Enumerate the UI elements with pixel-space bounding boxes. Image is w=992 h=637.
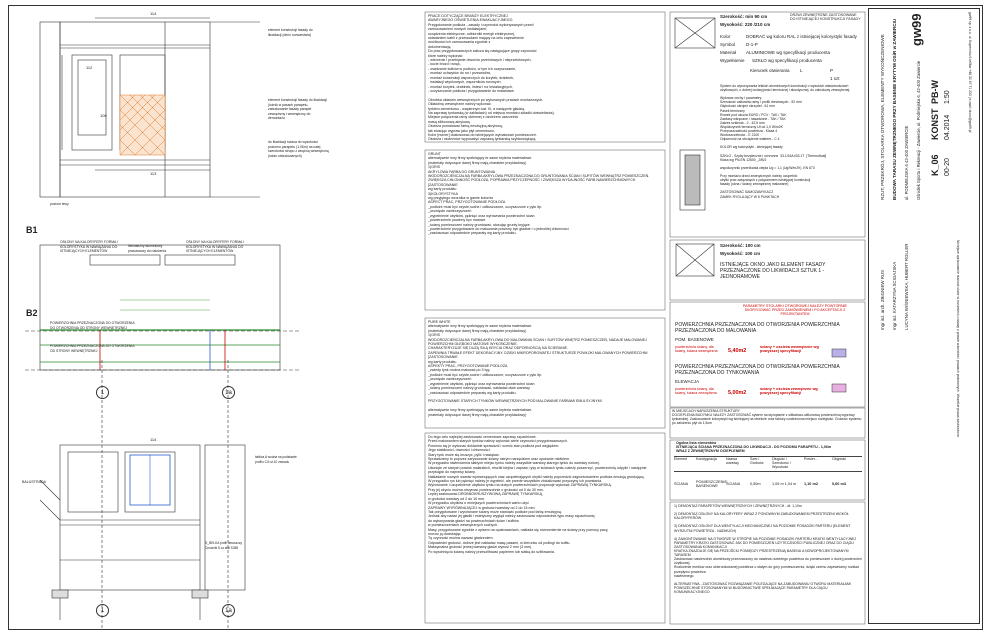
dim-106: 106 xyxy=(100,113,107,118)
annotation-aluminium: Niezależny aluminiowy prasowaczy do nałożenia xyxy=(128,244,167,253)
spec-color-value: DOBRAĆ wg koloru RAL z istniejącej kolorystyki fasady xyxy=(746,34,857,39)
date-value: 04.2014 xyxy=(944,114,951,140)
exterior-walls-spec: ściany + ościeża zewnętrzne wg powyższej specyfikacji xyxy=(760,387,818,396)
table-header-row xyxy=(674,456,862,472)
spec-direction-p: P xyxy=(830,68,834,73)
table-cell-volume: 0,60 m3 xyxy=(832,481,846,486)
annotation-radiator-right: OSŁONY NA KALORYFERY FORMA I KOLORYSTYKA W NAWIĄZANIU DO ISTNIEJĄCYCH ELEMENTÓW xyxy=(186,240,244,254)
drawing-number: K_06 xyxy=(930,154,940,176)
table-cell-element: ŚCIANA xyxy=(674,481,689,486)
table-cell-layer: ŚCIANA xyxy=(726,481,741,486)
spec-color-label: Kolor xyxy=(720,34,731,39)
axis-marker-1: 1 xyxy=(96,386,109,399)
annotation-demolition: do likwidacji ściana do wysokości poziomu parapetu (1,06m) na całej szerokości stropu z wnękną wewnętrzną (ścian zabudowanych) xyxy=(268,140,329,158)
table-row xyxy=(674,472,862,496)
spec-direction-label: Kierunek otwierania xyxy=(750,68,790,73)
table-head-volume: Objętość xyxy=(832,457,847,461)
annotation-radiator-left: OSŁONY NA KALORYFERY FORMA I KOLORYSTYKA W NAWIĄZANIU DO ISTNIEJĄCYCH ELEMENTÓW xyxy=(60,240,118,254)
spec-symbol-value: D-1-P xyxy=(746,42,758,47)
checker: mgr inż. KATARZYNA ŚCIGAJSKA xyxy=(892,261,897,330)
spec-fill-value: SZKŁO wg specyfikacji producenta xyxy=(752,58,822,63)
annotation-opening-2: POWIERZCHNIA PRZEZNACZONA DO OTWORZENIA OD STRONY WEWNĘTRZNEJ xyxy=(50,344,135,353)
company-strip: gw99 sp. z o.o. ul. Kopernika 6 tel/fax +48 32 67 71 233 | e-mail: biuro@gw99.pl xyxy=(968,12,972,133)
table-cell-area: 1,10 m2 xyxy=(804,481,818,486)
door-height: Wysokość: 220 /210 cm xyxy=(720,22,771,27)
spec-quantity: 1 szt xyxy=(830,76,840,81)
door-width: Szerokość: min 90 cm xyxy=(720,14,768,19)
annotation-board: tablica A wodna na podstawie profilu C/4 st.10 zawodu xyxy=(255,455,297,464)
window-status: ISTNIEJĄCE OKNO JAKO ELEMENT FASADY PRZEZNACZONE DO LIKWIDACJI SZTUK 1 -JEDNORAMOWE xyxy=(720,262,826,280)
opening-plaster-header: POWIERZCHNIA PRZEZNACZONA DO OTWORZENIA POWIERZCHNIA PRZEZNACZONA DO TYNKOWANIA xyxy=(675,364,840,376)
swatch-plaster xyxy=(832,384,846,392)
section-label-b2: B2 xyxy=(26,308,38,318)
table-head-element: Element xyxy=(674,457,688,461)
axis-marker-1a-bottom: 1a xyxy=(222,604,235,617)
table-head-level: Kondygnacja xyxy=(696,457,717,461)
project-name: BUDOWA TARASU ZEWNĘTRZNEGO PRZY BASENIE KRYTYM OSiR w ZAWIERCIU xyxy=(892,18,897,200)
opening-paint-header: POWIERZCHNIA PRZEZNACZONA DO OTWORZENIA POWIERZCHNIA PRZEZNACZONA DO MALOWANIA xyxy=(675,322,840,334)
notes-old-plaster: Do tego celu najlepiej zastosować cementowe zaprawy szpachlowe. Przed malowaniem starych tynków należy wykonać wiele czynności przygotowawczych. Powinno się je wykonać dokładnie sprawdzić i ocenić stan podłoża pod względem: Jego stabilności, równości i chłonności. Stary tynk może się kruszyć, pylić i nasiąkać. Sprawdzamy to poprzez zarysowanie ściany ostrym narzędziem oraz opukanie młotkiem. W przypadku stwierdzenia słabych miejsc tynku należy wszystkie warstwy starego tynku do warstwy nośnej. Usunięte ze starych powłok malarskich, resztki klejów i zapraw, rysy w ścianach tynku należy poszerzyć, powierzchnię odpylić i następnie przystąpić do naprawy ściany. Nakładanie nowych warstw wyrównujących oraz uzupełniających ubytki należy poprzedzić zagruntowaniem podłoża emulsją gruntującą. W przypadku rys lub pęknięć należy je wypełnić, ale przede wszystkim zlokalizować przyczynę ich powstania. Wyrównanie i uzupełnienie ubytków tynku na dużych powierzchniach proponuje wykonać ZAPRAWĄ TYNKARSKĄ. Przy jej użyciu można otrzymać powierzchnie o grubości od 0 do 30 mm. Lepiej zastosować DROBNOKRUSZYWOWĄ ZAPRAWĘ TYNKARSKĄ, w grubości warstwy od 2 do 10 mm. W przypadku ubytków o mniejszych powierzchniach warto użyć ZAPRAWY WYRÓWNUJĄCEJ w grubości warstwy od 2 do 15 mm. Tak przygotowane i wyrównane ściany może stanowić podłoże pod farbę emulsyjną. Jednak aby nadać jej gładki i estetyczny wygląd należy zastosować odpowiednie typu masy szpachlowej. do wykonywania gładzi na powierzchniach ścian i sufitów w pomieszczeniach wewnętrznych suchych. Masy, przygotowane zgodnie z opisem na opakowaniach, nakłada się równomiernie na ściany przy pomocy pacy, mocno ją dociskając. Tę czynność można nazwać gładzeniem. Odpowiedni grubość, dobrze jest nakładać masę pasami, w kierunku od podłogi do sufitu. Maksymalna grubość jednej warstwy gładzi wynosi 2 mm (3 mm). Po wyschnięciu ścianę należy przeszlifować papierem lub siatką do szlifowania. xyxy=(428,435,647,554)
window-height: Wysokość: 100 cm xyxy=(720,251,761,256)
door-description: DRZWI ZEWNĘTRZNE ZASTOSOWANE DO ISTNIEJĄCEJ KONSTRUKCJI FASADY xyxy=(790,13,861,21)
table-head-dimensions: Długość / Szerokość / Wysokość xyxy=(772,457,791,469)
project-address: ul. PODMIEJSKA 6 42-400 ZAWIERCIE xyxy=(904,125,909,200)
annotation-opening-1: POWIERZCHNIA PRZEZNACZONA DO OTWORZENIA DO OTWORZENIA OD STRONY WEWNĘTRZNEJ xyxy=(50,321,135,330)
element-list-title: Ogólna lista elementów ISTNIEJĄCA ŚCIANA PRZEZNACZONA DO LIKWIDACJI - DO POZIOMU PARAPETU - 1,06m WRAZ Z ZEWNĘTRZNYM OCIEPLENIEM xyxy=(676,441,832,454)
designer: mgr inż. arch. ZBIGNIEW RUS xyxy=(880,269,885,330)
interior-walls-spec: ściany + ościeża wewnętrzne wg powyższej specyfikacji xyxy=(760,345,819,354)
door-system-description: System do wykonywania lekkich aluminiowych konstrukcji o wysokich właściwościach użytkowych, o dobrej izolacyjności termicznej i akustycznej, do zabudowy zewnętrznej. Wybrane cechy i parametry: Szerokość całkowita ramy i profili drzwiowych - 52 mm Głębokość okrojeń skrzydeł - 61 mm Pasek termiczny Rowek pod okucia EURO / PCV : TAK / TAK Zawiasy wkręcane / nasadzone - TAK / TAK Zakres szklenia - 2 - 42,5 mm Współczynnik termiczny Uf od 1,0 W/m2K Przepuszczalność powietrza - Klasa 4 Wodoszczelność - E 2100 Odporność na obciążenie wiatrem - C 4 KOLOR wg kolorystyki - istniejącej fasady SZKŁO - Szyby bezpieczne i ochronne 33.1/16Ar/33.1T [Thermofloat] Klasa wg PN-EN 12600 _2/B/2 współczynnik przenikania ciepła Ug = 1,1 (Ug/W/m2K) EN 673 Przy montażu drzwi zewnętrznych należy uzupełnić ubytki prac związanych z połączeniem istniejącej konstrukcji fasady (okna / ściany zewnętrznej malowane) ZASTOSOWAĆ SAMOZAMYKACZ ZAMEK RYGLUJĄCY W 5 PUNKTACH xyxy=(720,84,851,199)
annotation-beam: D_BELKA profil dmuszczy Ceownik 5 cz stal S355 xyxy=(205,541,243,550)
dim-113: 113 xyxy=(150,171,157,176)
notes-electrical: PRACE DOTYCZĄCE BRANŻY ELEKTRYCZNEJ AWARYJNEGO OŚWIETLENIA EWAKUACYJNEGO Przygotowanie podłoża - zasady i czynności wykonywanych przed zamocowaniem nowych instalacjami; urządzenia elektryczne, odbiorniki energii elektrycznej, układaniem kabli z przewodami mający na celu zapewnienie możliwości ich zamocowania zgodnie z dokumentacją. Do prac przygotowawczych zalicza się następujące grupy czynności które należy wykonać: - wiercenie i przebijanie otworów przelotowych i nieprzelotowych, - kucie bruzd i wnęk, - osadzanie kołków w podłożu, w tym ich oczyszczanie, - montaż uchwytów do rur i przewodów, - montaż konstrukcji wsporczych do korytek, drabinek, instalacji wtynkowych, wsporników rurowych, - montaż korytek, drabinek, listew i rur instalacyjnych, - oczyszczanie podłoża i przygotowanie do malarstwa. Obróbka okładzin wewnętrznych po wykonanych pracach montażowych. Okładzinę wewnętrzne należy wykonać: fyrklem cementowo - wapiennym kat. III, a następnie gładzią. Na zaprawę tynkarską (w zakładach) od miejsca montażu składki doświetlania). Miejsce połączenia ramy okiennej z ościeżem uszczelnić masą silikonową akrylową. Ościeża pomalować farbą emulsyjną akrylową, tak stosując wypraw jako płyt cementowo. Kolor [numer] dostosować do istniejących wymalowań pomieszczeń. Ościeża i ościeżnice wyposażyć zaprawą tynkarską szybkowiążącą. xyxy=(428,14,555,142)
dim-112: 112 xyxy=(86,65,93,70)
annotation-facade: element konstrukcji fasady do likwidacji (lożnik w pasach parapetu, zabudowanie fasady parapet zewnętrzny i wewnętrzny do demontażu xyxy=(268,98,327,121)
scale-value: 1:50 xyxy=(944,90,951,104)
notes-pure-white: PURE WHITE alternatywnie inny firmy spełniający te same kryteria materiałowe. (materiały dotyczące danej firmy mają charakter przykładowy) 1)GRIS WODOROZCIEŃCZALNA FARBA AKRYLOWA DO MALOWANIA ŚCIAN I SUFITÓW WNĘTRZ POMIESZCZEŃ, NADAJE MALOWANEJ POWIERZCHNI GŁĘBOKO MATOWE WYKOŃCZENIE. CHARAKTERYZUJE SIĘ DUŻĄ SIŁĄ KRYCIA ORAZ ODPORNOŚCIĄ NA ŚCIERANIE. ZAPEWNIA TRWAŁE EFEKT DEKORACYJNY, DZIĘKI MIKROPOROWATEJ STRUKTURZE POWŁOKI MALOWANYCH POWIERZCHNI [ZASTOSOWANIE wg karty produktu ASPEKTY PRAC, PRZYGOTOWANIE PODŁOŻA _zwiedy tynk można malować po 3 tyg. _podłoże musi być czyste,suche i odtłuszczone, oczyszczone z pyłu itp. _usunięcie zanieczyszczeń _wypełnienie ubytków, pęknięć oraz wyrównania powierzchni ścian _ściany pomieszczeń należy gruntować, nakładać dwie warstwy _zastosować odpowiednie preparaty wg karty produktu. PRZYGOTOWANIE STARYCH TYNKÓW WEWNĘTRZNYCH POD MALOWANIE FARBAMI EMULSYJNYMI alternatywnie inny firmy spełniający te same kryteria materiałowe. (materiały dotyczące danej firmy mają charakter przykładowy) xyxy=(428,320,648,417)
company-logo: gw99 xyxy=(909,13,924,46)
table-head-thickness: Szer./ Grubość xyxy=(750,457,764,465)
table-cell-dimensions: 1,06 m 1,04 m xyxy=(772,481,797,486)
section-label-b1: B1 xyxy=(26,225,38,235)
drafter: LUCYNA WIŚNIEWSKA, HUBERT ROLLER xyxy=(904,243,909,330)
investor: Ośrodek Sportu i Rekreacji - Zawiercie, ul. Podmiejska 6, 42-400 Zawiercie xyxy=(916,60,921,200)
spec-symbol-label: Symbol xyxy=(720,42,736,47)
phase-value: PB-W xyxy=(930,80,940,104)
table-head-layer: Nazwa warstwy xyxy=(726,457,739,465)
demolition-hatch xyxy=(120,95,165,155)
spec-fill-label: Wypełnienie xyxy=(720,58,745,63)
exterior-area: 5,00m2 xyxy=(728,390,747,396)
branch-value: KONST xyxy=(930,108,940,140)
annotation-poziom: poziom lewy xyxy=(50,202,69,206)
annotation-structure: element konstrukcji fasady do likwidacji (deno rozwarstwia) xyxy=(268,28,313,37)
dim-114-section: 114 xyxy=(150,437,157,442)
element-table xyxy=(674,456,862,498)
spec-material-label: Materiał xyxy=(720,50,737,55)
sheet-number: 00-20 xyxy=(944,158,951,176)
table-cell-level: POMIESZCZENIE BASENOWE xyxy=(696,479,728,488)
notes-primer: GRUNT alternatywnie inny firmy spełniający te same kryteria materiałowe. (materiały dotyczące danej firmy mają charakter przykładowy) 1)GRIS AKRYLOWA FARBA DO GRUNTOWANIA WODOROZCIEŃCZALNA FARBA AKRYLOWA PRZEZNACZONA DO GRUNTOWANIA ŚCIAN I SUFITÓW WEWNĄTRZ POMIESZCZEŃ. ZWIĘKSZA CHŁONNOŚĆ PODŁOŻA, POPRAWIA PRZYCZEPNOŚĆ I ZWIĘKSZA WYDAJNOŚĆ FARB NAWIERZCHNIOWYCH [ZASTOSOWANIE wg karty produktu 3)KOLORYSTYKA wg przyjętego wzornika w gamie kolorów ASPECT PRAC, PRZYGOTOWANIE PODŁOŻA _podłoże musi być czyste,suche i odtłuszczone, oczyszczone z pyłu itp. _usunięcie zanieczyszczeń _wypełnienie ubytków, pęknięć oraz wyrównania powierzchni ścian _powierzchnie powinny być matowe _ściany pomieszczeń należy gruntować, stosując grunty kryjące. _powierzchnie przygotowane do malowania powinny być gładkie i o jednolitej chłonności _zastosować odpowiednie preparaty wg karty produktu. xyxy=(428,152,650,236)
window-width: Szerokość: 100 cm xyxy=(720,243,761,248)
elevation-label: ELEWACJA xyxy=(675,379,700,384)
insulation-repair-note: W MIEJSCACH NARUSZENIA STRUKTURY DOCIEPLENIA BUDYNKU NALEŻY ZASTOSOWAĆ system na styropianie z silikatowo-silikonową powierzchnią wyprawy tynkarskiej. Zastosowanie kolorystyki wg istniejącej na obiekcie oraz faktury uzależniona miejscu rozległość. Grubość systemu po zalożeniu płyt ok 1,5cm xyxy=(672,409,862,425)
exterior-wall-label: powierzchnia ściany, dla ściany, ściana zewnętrzna xyxy=(675,387,717,395)
table-head-area: Powier... xyxy=(804,457,818,461)
work-list: 1) DEMONTAŻ PARAPETÓW WEWNĘTRZNYCH I ZEWNĘTRZNYCH - dł. 1,10m 2) DEMONTAŻ OSŁONY NA KALORYFERY WRAZ Z PONOWNYM ZABUDOWANIEM PRZESTRZENI WOKÓŁ KALORYFERÓW 3) DEMONTAŻ OSŁONY DLA WENTYLACJI MECHANICZNEJ NA POZIOMIE POSADZKI PARTERU (ELEMENT WYRZUTNI POWIETRZA - NADMUCH) 4) ZAMONTOWANIE NA OTWORZE W STROPIE NA POZIOMIE POSADZKI PARTERU KRATKI WENTYLACYJNEJ PARAMETRY KRATKI ZASTOSOWAĆ JAK DO POMIESZCZEŃ UŻYTECZNOŚCI PUBLICZNEJ ORAZ DO CIĄGU ZASTOSOWANIA KOMUNIKACJI KRATKA ZNAJDUJE SIĘ NA PRZEJŚCIU POMIĘDZY PRZESTRZENIĄ BASENU A NOWOPROJEKTOWANYM TARASEM Zastosować nawierzchni aluminiowy przeznaczony do nawiewu świeżego powietrza do pomieszczeń o dużej powierzchni użytkowej. Rozłożenie mediów oraz ukierunkowanej powietrza o stałym do góry pomieszczenia, dzięki czemu zapewniamy rozkład przepływu powietrza nawiewnego. ALTERNATYWA - ZASTOSOWAĆ ROZWIĄZANIE POLEGAJĄCE NA ZABUDOWANIU OTWORU MATERIAŁAMI POWSZECHNIE STOSOWANYMI W BUDOWNICTWIE SPEŁNIAJĄCE PARAMETRY DLA CIĄGU KOMUNIKACYJNEGO xyxy=(674,504,862,594)
annotation-balustrade: BALUSTRADA xyxy=(22,480,46,484)
swatch-paint xyxy=(832,349,846,357)
red-warning: PARAMETRY STOLARKI OTWOROWEJ NALEŻY POWTÓRNIE SKORYGOWAĆ PRZED ZAMÓWIENIEM I PO AKCEPTACJI Z PROJEKTANTEM xyxy=(743,304,847,316)
spec-material-value: ALUMINIOWE wg specyfikacji producenta xyxy=(746,50,831,55)
pool-room-label: POM. BASENOWE xyxy=(675,337,714,342)
dim-114: 114 xyxy=(150,11,157,16)
axis-marker-1-bottom: 1 xyxy=(96,604,109,617)
table-cell-thickness: 0,50m xyxy=(750,481,761,486)
interior-wall-label: powierzchnia ściany, dla ściany, ściana wewnętrzna xyxy=(675,345,718,353)
interior-area: 5,40m2 xyxy=(728,348,747,354)
axis-marker-1a: 1a xyxy=(222,386,235,399)
spec-direction-l: L xyxy=(800,68,803,73)
drawing-subject: RZUT, PRZEKRÓJ, STOLARKA OTWOROWA, ELEMENTY WYKOŃCZENIOWE xyxy=(880,34,885,200)
copyright-strip: Niniejsze opracowanie stanowi utwór w rozumieniu ustawy o prawie autorskim i prawach pokrewnych. Wszelkie prawa zastrzeżone. xyxy=(956,240,960,438)
left-wall-elevation xyxy=(40,22,60,197)
